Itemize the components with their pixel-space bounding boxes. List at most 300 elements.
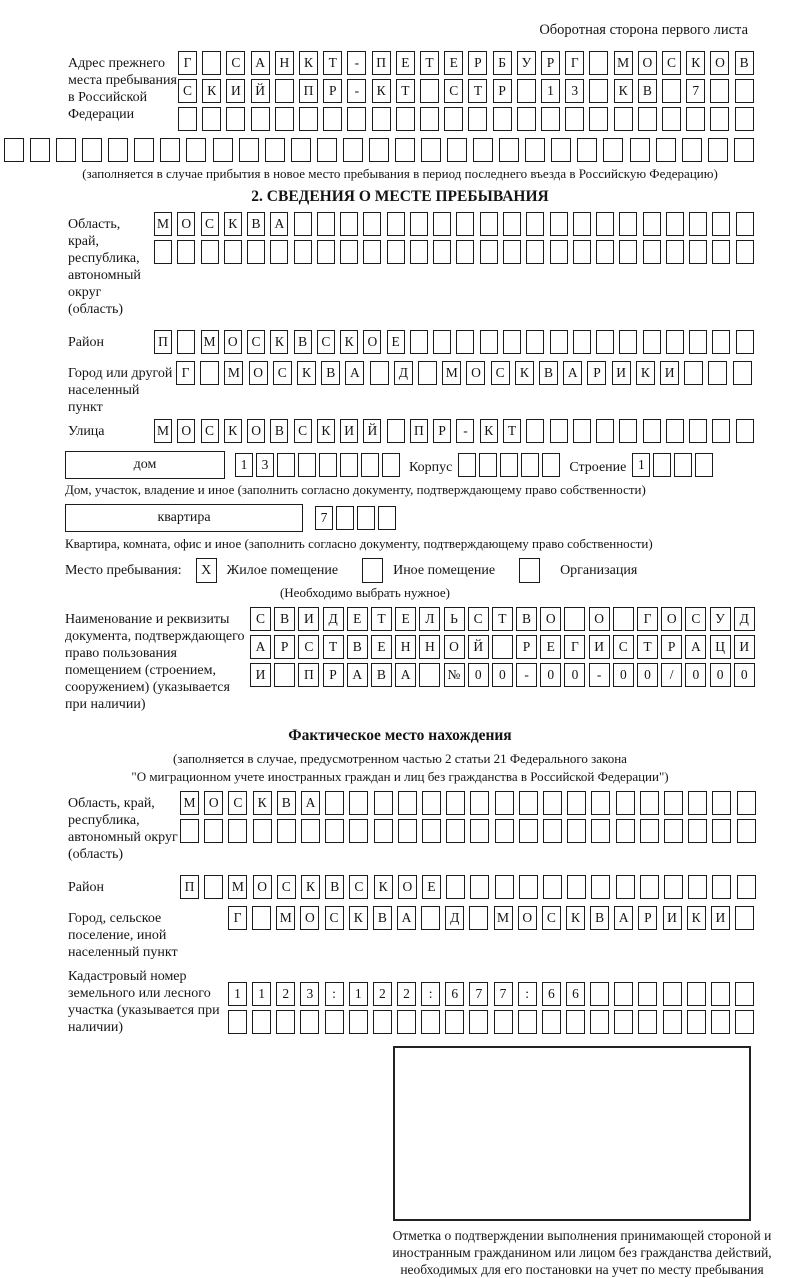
char-cell: О [398,875,417,899]
char-cell [519,875,538,899]
stay-type-note: (Необходимо выбрать нужное) [279,585,451,600]
char-cell: Г [178,51,197,75]
char-cell: О [518,906,537,930]
char-cell [573,240,591,264]
char-cell: 7 [315,506,333,530]
char-cell [420,107,439,131]
char-cell [252,1010,271,1034]
char-cell: О [177,419,195,443]
char-cell [519,819,538,843]
char-cell: Д [734,607,755,631]
char-cell [734,138,754,162]
char-cell [492,635,513,659]
char-cell [589,107,608,131]
char-cell [396,107,415,131]
char-cell [410,330,428,354]
char-cell [653,453,671,477]
char-cell: 0 [468,663,489,687]
char-cell: - [456,419,474,443]
char-cell [567,819,586,843]
char-cell: А [251,51,270,75]
char-cell: П [410,419,428,443]
actual-district-row [180,875,756,899]
char-cell: М [201,330,219,354]
char-cell [500,453,518,477]
char-cell [433,330,451,354]
char-cell [270,240,288,264]
char-cell: К [614,79,633,103]
char-cell: И [226,79,245,103]
char-cell [591,819,610,843]
char-cell [178,107,197,131]
char-cell [239,138,259,162]
char-cell [542,1010,561,1034]
char-cell [340,212,358,236]
char-cell [317,138,337,162]
char-cell [325,819,344,843]
char-cell: С [294,419,312,443]
char-cell [567,875,586,899]
char-cell [666,212,684,236]
char-cell [551,138,571,162]
char-cell: И [612,361,631,385]
char-cell: А [301,791,320,815]
char-cell: О [253,875,272,899]
char-cell [444,107,463,131]
char-cell [590,982,609,1006]
char-cell [666,330,684,354]
char-cell [712,240,730,264]
korpus-cells [458,453,563,477]
char-cell [689,330,707,354]
char-cell [736,212,754,236]
char-cell [294,240,312,264]
char-cell: В [590,906,609,930]
char-cell [684,361,703,385]
char-cell: 1 [349,982,368,1006]
char-cell [228,1010,247,1034]
char-cell [688,791,707,815]
char-cell: В [277,791,296,815]
option-other-premises-label: Иное помещение [393,562,496,578]
char-cell [495,791,514,815]
char-cell: К [340,330,358,354]
char-cell [224,240,242,264]
char-cell: О [249,361,268,385]
char-cell [596,240,614,264]
char-cell [398,791,417,815]
char-cell: М [442,361,461,385]
char-cell: Г [564,635,585,659]
char-cell: В [735,51,754,75]
char-cell: С [444,79,463,103]
char-cell [301,819,320,843]
prev-address-label: Адрес прежнего места пребывания в Российской Федерации [68,56,177,122]
char-cell [456,330,474,354]
char-cell [573,212,591,236]
char-cell: Д [323,607,344,631]
char-cell: О [300,906,319,930]
char-cell: 3 [300,982,319,1006]
char-cell [291,138,311,162]
char-cell: А [345,361,364,385]
char-cell: О [638,51,657,75]
char-cell [387,419,405,443]
char-cell: О [589,607,610,631]
char-cell [735,107,754,131]
char-cell [710,79,729,103]
char-cell [180,819,199,843]
char-cell [363,212,381,236]
char-cell [204,875,223,899]
char-cell [735,906,754,930]
char-cell [664,791,683,815]
char-cell: : [518,982,537,1006]
char-cell [340,240,358,264]
char-cell [712,791,731,815]
char-cell [410,212,428,236]
char-cell [589,79,608,103]
char-cell: М [494,906,513,930]
char-cell: С [468,607,489,631]
char-cell: С [685,607,706,631]
char-cell [387,240,405,264]
char-cell [712,875,731,899]
char-cell [469,1010,488,1034]
char-cell: И [340,419,358,443]
region-label: Область, край, республика, автономный округ (область) [68,217,141,317]
char-cell: М [154,212,172,236]
char-cell: Н [419,635,440,659]
char-cell: И [589,635,610,659]
char-cell [686,107,705,131]
char-cell: В [274,607,295,631]
char-cell: О [363,330,381,354]
char-cell [204,819,223,843]
char-cell: Е [395,607,416,631]
char-cell [688,819,707,843]
char-cell [347,107,366,131]
option-residential-label: Жилое помещение [226,562,339,578]
char-cell [591,875,610,899]
char-cell [735,1010,754,1034]
char-cell [577,138,597,162]
char-cell: С [349,875,368,899]
char-cell: С [226,51,245,75]
field-cadastral-number [68,964,800,1038]
char-cell [479,453,497,477]
char-cell: 6 [542,982,561,1006]
char-cell [543,875,562,899]
korpus-label: Корпус [409,459,453,475]
char-cell: - [347,51,366,75]
char-cell [711,982,730,1006]
char-cell: А [395,663,416,687]
char-cell: Е [371,635,392,659]
char-cell: 0 [685,663,706,687]
char-cell: К [224,212,242,236]
field-apartment [65,504,800,532]
char-cell [349,791,368,815]
char-cell [589,51,608,75]
actual-district-label: Район [68,880,104,895]
char-cell: 1 [541,79,560,103]
char-cell [517,79,536,103]
char-cell [274,663,295,687]
char-cell: И [663,906,682,930]
char-cell: В [321,361,340,385]
actual-region-row-1 [180,791,756,815]
char-cell: 7 [494,982,513,1006]
char-cell: 3 [256,453,274,477]
char-cell [340,453,358,477]
char-cell: Р [587,361,606,385]
char-cell: О [247,419,265,443]
char-cell [712,212,730,236]
char-cell [154,240,172,264]
char-cell [480,240,498,264]
char-cell [616,791,635,815]
char-cell: 3 [565,79,584,103]
char-cell: Т [396,79,415,103]
char-cell [565,107,584,131]
char-cell: С [542,906,561,930]
char-cell [357,506,375,530]
char-cell [277,819,296,843]
char-cell [418,361,437,385]
char-cell [247,240,265,264]
char-cell: С [325,906,344,930]
char-cell: 0 [492,663,513,687]
char-cell [564,607,585,631]
char-cell [349,1010,368,1034]
char-cell: В [373,906,392,930]
char-cell: Й [468,635,489,659]
char-cell: О [177,212,195,236]
char-cell: К [299,51,318,75]
char-cell: У [710,607,731,631]
char-cell: В [638,79,657,103]
char-cell: С [178,79,197,103]
char-cell [736,419,754,443]
char-cell [566,1010,585,1034]
prev-address-row-1 [178,51,754,75]
char-cell: О [204,791,223,815]
char-cell [186,138,206,162]
char-cell: А [397,906,416,930]
char-cell [108,138,128,162]
char-cell [708,138,728,162]
char-cell [446,875,465,899]
char-cell: С [228,791,247,815]
char-cell [526,330,544,354]
char-cell [733,361,752,385]
char-cell [503,330,521,354]
char-cell: О [444,635,465,659]
char-cell [473,138,493,162]
char-cell [666,419,684,443]
field-ownership-document [65,607,800,713]
char-cell: М [180,791,199,815]
char-cell [689,419,707,443]
char-cell [737,791,756,815]
char-cell: К [372,79,391,103]
char-cell [378,506,396,530]
char-cell: П [298,663,319,687]
char-cell [663,982,682,1006]
actual-location-note-2: "О миграционном учете иностранных граждан и лиц без гражданства в Российской Федерации") [131,769,669,784]
char-cell [542,453,560,477]
char-cell [422,791,441,815]
char-cell: Г [228,906,247,930]
char-cell: Л [419,607,440,631]
char-cell [616,875,635,899]
char-cell [518,1010,537,1034]
char-cell [374,819,393,843]
char-cell [613,607,634,631]
char-cell [228,819,247,843]
char-cell [638,982,657,1006]
char-cell [643,330,661,354]
char-cell [643,419,661,443]
char-cell: И [711,906,730,930]
char-cell: С [298,635,319,659]
char-cell: - [516,663,537,687]
char-cell [397,1010,416,1034]
char-cell [372,107,391,131]
document-row-1 [250,607,755,631]
char-cell: В [270,419,288,443]
char-cell: К [515,361,534,385]
char-cell [596,419,614,443]
char-cell: Г [565,51,584,75]
actual-city-row [228,906,754,930]
char-cell [526,419,544,443]
char-cell: П [154,330,172,354]
char-cell [695,453,713,477]
char-cell [433,240,451,264]
char-cell: Н [275,51,294,75]
field-street [68,419,800,447]
char-cell: Т [323,635,344,659]
char-cell [251,107,270,131]
char-cell [543,791,562,815]
char-cell: Д [445,906,464,930]
char-cell: М [228,875,247,899]
char-cell [541,107,560,131]
char-cell [421,1010,440,1034]
char-cell [687,982,706,1006]
field-city [68,361,800,416]
char-cell: С [247,330,265,354]
char-cell: В [516,607,537,631]
document-row-2 [250,635,755,659]
char-cell: 1 [632,453,650,477]
char-cell: Н [395,635,416,659]
char-cell [277,453,295,477]
field-prev-address [68,51,800,135]
char-cell [619,240,637,264]
char-cell [596,212,614,236]
char-cell [446,791,465,815]
char-cell: С [491,361,510,385]
char-cell: С [317,330,335,354]
char-cell: № [444,663,465,687]
char-cell [458,453,476,477]
char-cell [712,819,731,843]
prev-address-note: (заполняется в случае прибытия в новое место пребывания в период последнего въезда в Российскую Федерацию) [82,166,718,181]
char-cell: С [273,361,292,385]
char-cell [638,107,657,131]
char-cell: К [297,361,316,385]
char-cell: 2 [397,982,416,1006]
char-cell: П [299,79,318,103]
char-cell [616,819,635,843]
char-cell: 0 [734,663,755,687]
char-cell [550,330,568,354]
char-cell: И [298,607,319,631]
char-cell [298,453,316,477]
char-cell [447,138,467,162]
char-cell: Е [422,875,441,899]
apartment-note: Квартира, комната, офис и иное (заполнить согласно документу, подтверждающему право собственности) [65,536,653,551]
document-row-3 [250,663,755,687]
field-stay-type [65,558,800,583]
char-cell [591,791,610,815]
char-cell [687,1010,706,1034]
char-cell: Г [637,607,658,631]
char-cell: Й [251,79,270,103]
char-cell: И [734,635,755,659]
char-cell: / [661,663,682,687]
char-cell: Р [516,635,537,659]
char-cell: К [480,419,498,443]
char-cell: 2 [276,982,295,1006]
char-cell: Р [274,635,295,659]
char-cell: С [201,212,219,236]
char-cell: Р [433,419,451,443]
char-cell: Т [492,607,513,631]
confirmation-stamp-box [393,1046,751,1221]
char-cell [688,875,707,899]
char-cell [433,212,451,236]
char-cell [317,212,335,236]
char-cell: М [224,361,243,385]
char-cell [469,906,488,930]
char-cell: В [247,212,265,236]
char-cell [573,330,591,354]
char-cell [590,1010,609,1034]
char-cell [421,138,441,162]
city-row [176,361,752,385]
char-cell [456,212,474,236]
char-cell: К [686,51,705,75]
page-side-note: Оборотная сторона первого листа [539,22,748,38]
char-cell: Т [637,635,658,659]
char-cell [456,240,474,264]
char-cell [503,212,521,236]
char-cell [373,1010,392,1034]
char-cell: Т [323,51,342,75]
char-cell: 0 [637,663,658,687]
char-cell [663,1010,682,1034]
char-cell: С [662,51,681,75]
char-cell [336,506,354,530]
char-cell [395,138,415,162]
char-cell [294,212,312,236]
char-cell: К [687,906,706,930]
char-cell: 6 [445,982,464,1006]
